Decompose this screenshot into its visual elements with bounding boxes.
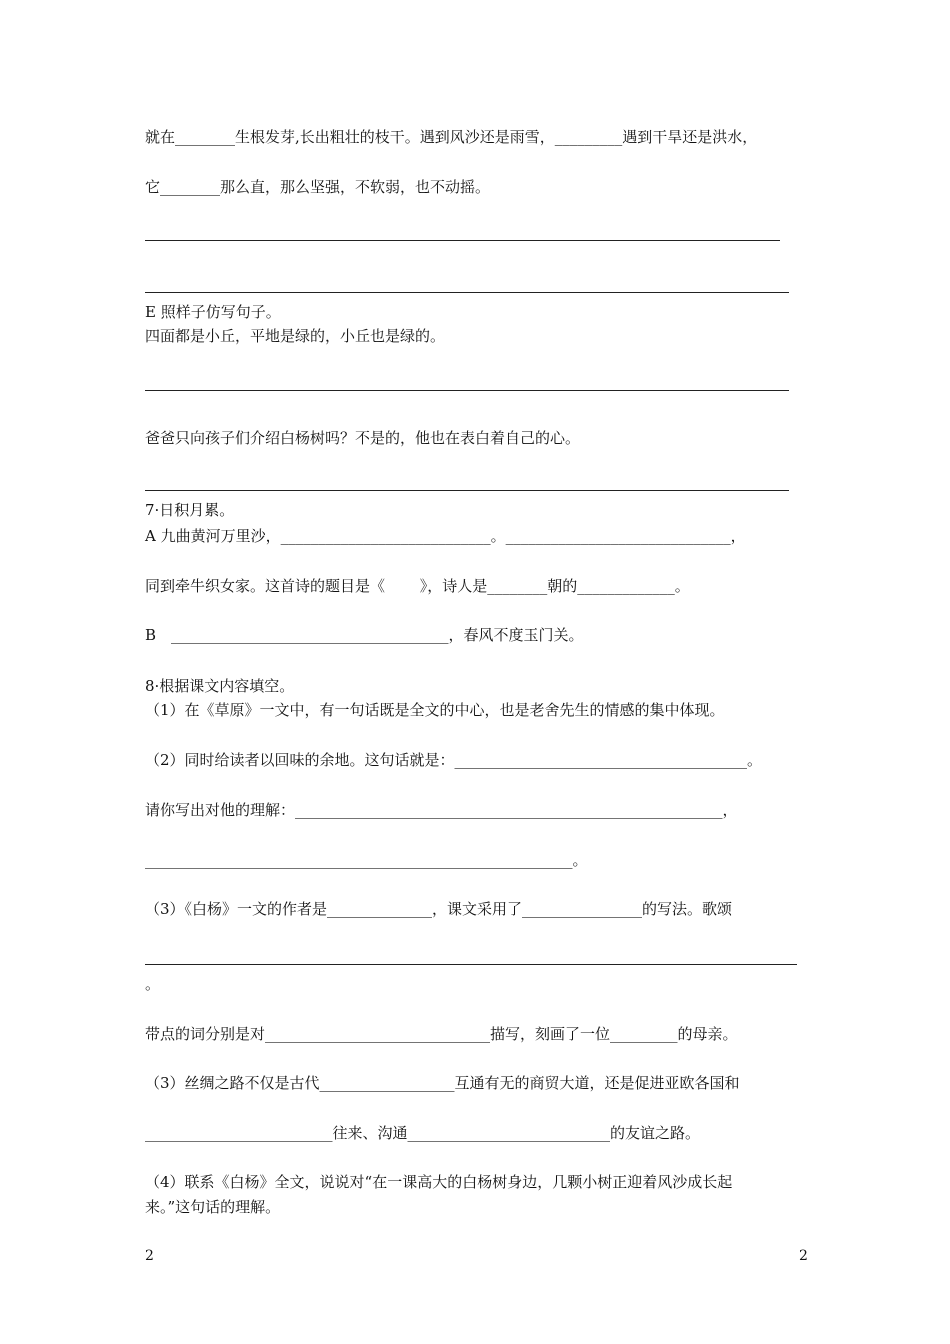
question-8-item-4-cont: 来。”这句话的理解。 [145, 1198, 281, 1216]
page-number-left: 2 [145, 1248, 154, 1264]
page-number-right: 2 [799, 1248, 808, 1264]
section-e-title: E 照样子仿写句子。 [145, 303, 281, 321]
question-8-item-4: （4）联系《白杨》全文，说说对“在一课高大的白杨树身边，几颗小树正迎着风沙成长起 [145, 1173, 733, 1191]
answer-line [145, 292, 789, 293]
question-8-understanding-cont: _________________________________________________________。 [145, 851, 588, 869]
question-8-period: 。 [145, 975, 161, 993]
question-8-title: 8·根据课文内容填空。 [145, 677, 295, 695]
example-sentence-2: 爸爸只向孩子们介绍白杨树吗？不是的，他也在表白着自己的心。 [145, 429, 581, 447]
question-8-item-2: （2）同时给读者以回味的余地。这句话就是：_______________________________________。 [145, 751, 763, 769]
question-7-title: 7·日积月累。 [145, 501, 235, 519]
example-sentence-1: 四面都是小丘，平地是绿的，小丘也是绿的。 [145, 327, 446, 345]
question-7b: B _____________________________________，春风不度玉门关。 [145, 626, 584, 644]
question-8-silk-road-1: （3）丝绸之路不仅是古代__________________互通有无的商贸大道，还是促进亚欧各国和 [145, 1074, 740, 1092]
answer-line [145, 964, 797, 965]
answer-line [145, 240, 780, 241]
question-8-silk-road-2: _________________________往来、沟通___________________________的友谊之路。 [145, 1124, 701, 1142]
question-8-item-1: （1）在《草原》一文中，有一句话既是全文的中心，也是老舍先生的情感的集中体现。 [145, 701, 725, 719]
question-7a-line-1: A 九曲黄河万里沙，____________________________。______________________________， [145, 527, 746, 545]
question-7a-line-2: 同到牵牛织女家。这首诗的题目是《 》，诗人是________朝的_____________。 [145, 577, 690, 595]
answer-line [145, 490, 789, 491]
question-8-understanding: 请你写出对他的理解：_________________________________________________________， [145, 801, 738, 819]
question-8-dotted-words: 带点的词分别是对______________________________描写，刻画了一位_________的母亲。 [145, 1025, 738, 1043]
cloze-sentence-2: 它________那么直，那么坚强，不软弱，也不动摇。 [145, 178, 491, 196]
question-8-item-3: （3）《白杨》一文的作者是______________，课文采用了________________的写法。歌颂 [145, 900, 733, 918]
answer-line [145, 390, 789, 391]
cloze-sentence-1: 就在________生根发芽,长出粗壮的枝干。遇到风沙还是雨雪，_________遇到干旱还是洪水， [145, 128, 758, 146]
